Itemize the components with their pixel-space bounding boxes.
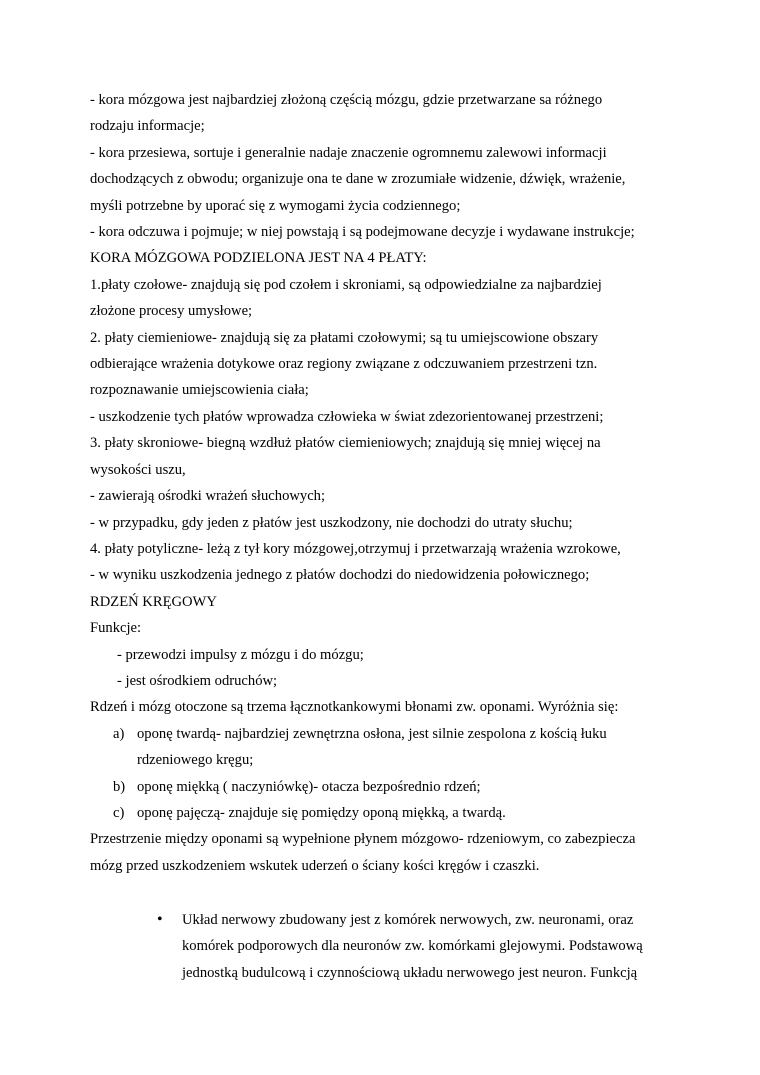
text-line: - kora mózgowa jest najbardziej złożoną częścią mózgu, gdzie przetwarzane sa różnego [90, 92, 603, 108]
text-line: rozpoznawanie umiejscowienia ciała; [90, 382, 309, 398]
text-line: - kora odczuwa i pojmuje; w niej powstają i są podejmowane decyzje i wydawane instrukcje; [90, 224, 635, 240]
text-line: Rdzeń i mózg otoczone są trzema łącznotkankowymi błonami zw. oponami. Wyróżnia się: [90, 699, 619, 715]
list-item: oponę twardą- najbardziej zewnętrzna osłona, jest silnie zespolona z kością łuku [137, 726, 607, 742]
text-line: - w wyniku uszkodzenia jednego z płatów dochodzi do niedowidzenia połowicznego; [90, 567, 590, 583]
text-line: 4. płaty potyliczne- leżą z tył kory mózgowej,otrzymuj i przetwarzają wrażenia wzrokowe, [90, 541, 621, 557]
text-line: 2. płaty ciemieniowe- znajdują się za płatami czołowymi; są tu umiejscowione obszary [90, 330, 599, 346]
text-line: myśli potrzebne by uporać się z wymogami życia codziennego; [90, 198, 461, 214]
list-item: oponę miękką ( naczyniówkę)- otacza bezpośrednio rdzeń; [137, 779, 481, 795]
text-line: złożone procesy umysłowe; [90, 303, 253, 319]
section-heading: RDZEŃ KRĘGOWY [90, 594, 217, 610]
bullet-text: Układ nerwowy zbudowany jest z komórek nerwowych, zw. neuronami, oraz [182, 912, 634, 928]
list-marker: b) [113, 779, 126, 795]
bullet-icon: • [157, 911, 163, 928]
text-line: Funkcje: [90, 620, 142, 636]
text-line: - zawierają ośrodki wrażeń słuchowych; [90, 488, 326, 504]
list-marker: a) [113, 726, 125, 742]
list-marker: c) [113, 805, 125, 821]
bullet-text: komórek podporowych dla neuronów zw. komórkami glejowymi. Podstawową [182, 938, 643, 954]
text-line: - w przypadku, gdy jeden z płatów jest uszkodzony, nie dochodzi do utraty słuchu; [90, 515, 573, 531]
text-line: - kora przesiewa, sortuje i generalnie nadaje znaczenie ogromnemu zalewowi informacji [90, 145, 607, 161]
text-line: Przestrzenie między oponami są wypełnione płynem mózgowo- rdzeniowym, co zabezpiecza [90, 831, 636, 847]
section-heading: KORA MÓZGOWA PODZIELONA JEST NA 4 PŁATY: [90, 250, 427, 266]
list-item: - jest ośrodkiem odruchów; [117, 673, 278, 689]
text-line: - uszkodzenie tych płatów wprowadza człowieka w świat zdezorientowanej przestrzeni; [90, 409, 604, 425]
list-item: oponę pajęczą- znajduje się pomiędzy oponą miękką, a twardą. [137, 805, 506, 821]
text-line: dochodzących z obwodu; organizuje ona te dane w zrozumiałe widzenie, dźwięk, wrażenie, [90, 171, 626, 187]
text-line: 3. płaty skroniowe- biegną wzdłuż płatów ciemieniowych; znajdują się mniej więcej na [90, 435, 601, 451]
text-line: rodzaju informacje; [90, 118, 205, 134]
text-line: wysokości uszu, [90, 462, 186, 478]
list-item: - przewodzi impulsy z mózgu i do mózgu; [117, 647, 364, 663]
list-item: rdzeniowego kręgu; [137, 752, 254, 768]
text-line: mózg przed uszkodzeniem wskutek uderzeń o ściany kości kręgów i czaszki. [90, 858, 540, 874]
text-line: 1.płaty czołowe- znajdują się pod czołem i skroniami, są odpowiedzialne za najbardziej [90, 277, 602, 293]
bullet-text: jednostką budulcową i czynnościową układu nerwowego jest neuron. Funkcją [182, 965, 638, 981]
text-line: odbierające wrażenia dotykowe oraz regiony związane z odczuwaniem przestrzeni tzn. [90, 356, 598, 372]
